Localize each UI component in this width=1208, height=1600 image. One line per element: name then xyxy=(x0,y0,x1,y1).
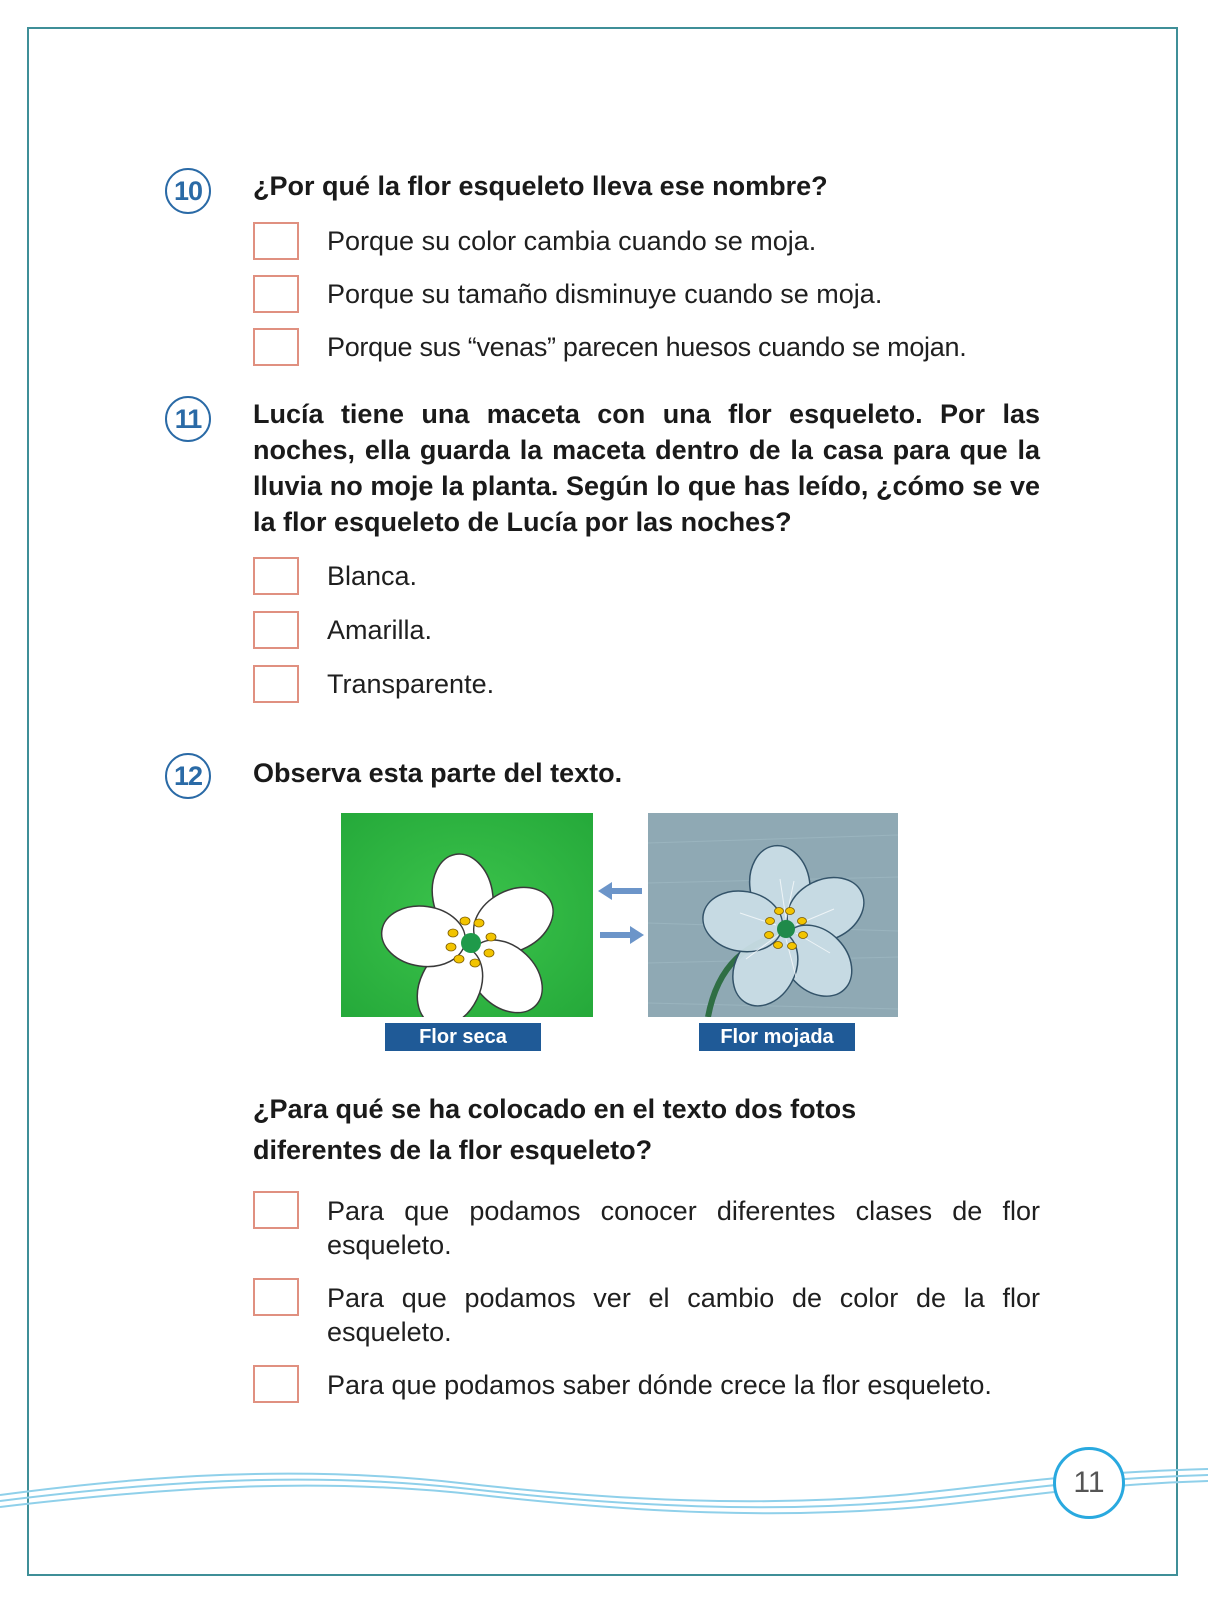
q10-option-3-checkbox[interactable] xyxy=(253,328,299,366)
q11-option-1-text: Blanca. xyxy=(327,561,418,591)
q12-option-3-text: Para que podamos saber dónde crece la flor esqueleto. xyxy=(327,1370,992,1400)
q12-option-2-checkbox[interactable] xyxy=(253,1278,299,1316)
decorative-wave xyxy=(0,1455,1208,1525)
q11-option-3-checkbox[interactable] xyxy=(253,665,299,703)
q10-option-1-text: Porque su color cambia cuando se moja. xyxy=(327,226,817,256)
q11-option-2-text: Amarilla. xyxy=(327,615,433,645)
q10-option-1-checkbox[interactable] xyxy=(253,222,299,260)
q12-option-1-checkbox[interactable] xyxy=(253,1191,299,1229)
caption-wet-flower: Flor mojada xyxy=(699,1023,855,1051)
question-11-text: Lucía tiene una maceta con una flor esqueleto. Por las noches, ella guarda la maceta dentro de la casa para que la lluvia no moje la planta. Según lo que has leído, ¿cómo se ve la flor esqueleto de Lucía por las noches? xyxy=(253,399,1040,537)
page-number: 11 xyxy=(1053,1447,1125,1519)
q12-option-3-checkbox[interactable] xyxy=(253,1365,299,1403)
q11-option-2-checkbox[interactable] xyxy=(253,611,299,649)
question-12-text: ¿Para qué se ha colocado en el texto dos fotos diferentes de la flor esqueleto? xyxy=(253,1094,857,1165)
caption-dry-flower: Flor seca xyxy=(385,1023,541,1051)
question-12-intro: Observa esta parte del texto. xyxy=(253,758,623,788)
question-10-text: ¿Por qué la flor esqueleto lleva ese nombre? xyxy=(253,171,828,201)
q10-option-3-text: Porque sus “venas” parecen huesos cuando se mojan. xyxy=(327,332,967,362)
q11-option-1-checkbox[interactable] xyxy=(253,557,299,595)
q12-option-1-text: Para que podamos conocer diferentes clases de flor esqueleto. xyxy=(327,1196,1040,1260)
q11-option-3-text: Transparente. xyxy=(327,669,495,699)
transition-arrows xyxy=(598,878,644,948)
question-10-number: 10 xyxy=(165,168,211,214)
q10-option-2-text: Porque su tamaño disminuye cuando se moja. xyxy=(327,279,883,309)
question-11-number: 11 xyxy=(165,396,211,442)
q10-option-2-checkbox[interactable] xyxy=(253,275,299,313)
wet-flower-image xyxy=(648,813,898,1017)
dry-flower-image xyxy=(341,813,593,1017)
q12-option-2-text: Para que podamos ver el cambio de color de la flor esqueleto. xyxy=(327,1283,1040,1347)
question-12-number: 12 xyxy=(165,753,211,799)
